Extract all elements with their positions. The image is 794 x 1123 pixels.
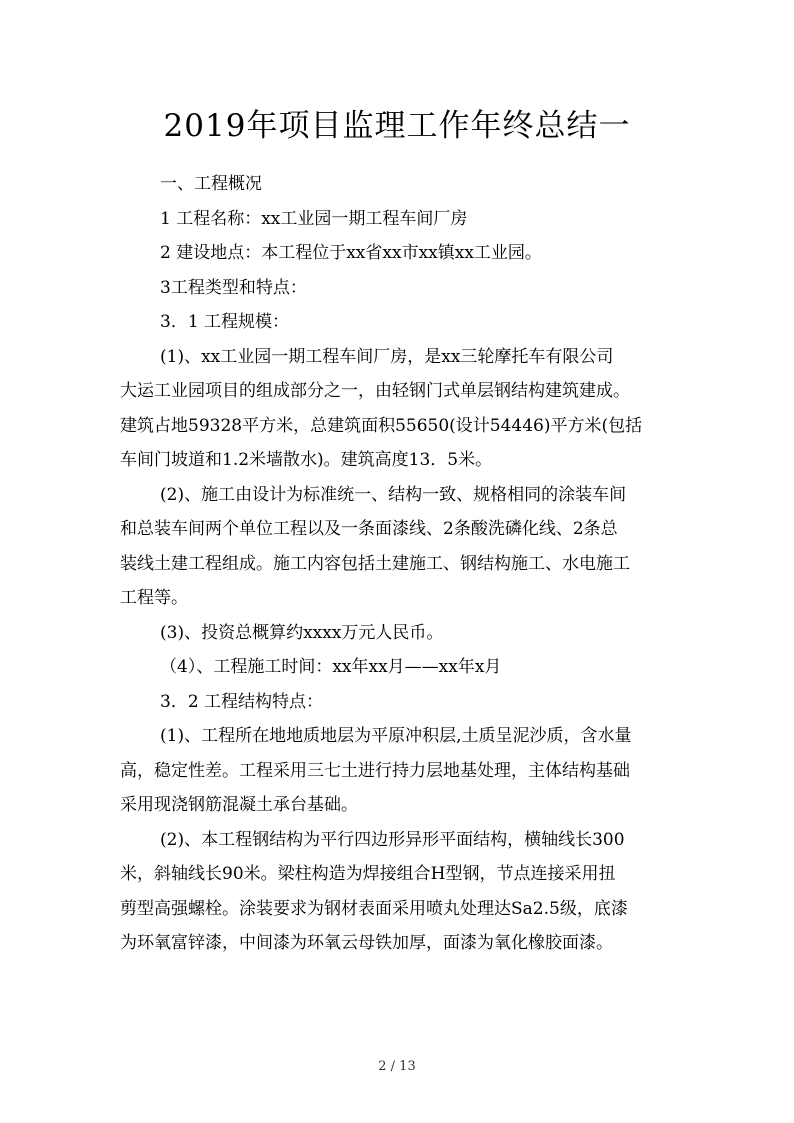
text-line: (2)、施工由设计为标准统一、结构一致、规格相同的涂装车间	[160, 484, 627, 505]
text-line: 为环氧富锌漆，中间漆为环氧云母铁加厚，面漆为氧化橡胶面漆。	[120, 933, 613, 953]
page-number: 2 / 13	[378, 1059, 416, 1074]
text-line: 大运工业园项目的组成部分之一，由轻钢门式单层钢结构建筑建成。	[120, 381, 630, 401]
paragraph	[120, 167, 676, 961]
text-line: (3)、投资总概算约xxxx万元人民币。	[160, 622, 444, 643]
text-line: 2 建设地点：本工程位于xx省xx市xx镇xx工业园。	[160, 243, 542, 263]
section-heading: 一、工程概况	[160, 174, 262, 194]
text-line: 米，斜轴线长90米。梁柱构造为焊接组合H型钢，节点连接采用扭	[120, 864, 616, 884]
text-line: (1)、工程所在地地质地层为平原冲积层,土质呈泥沙质，含水量	[160, 726, 632, 746]
text-line: 1 工程名称：xx工业园一期工程车间厂房	[160, 208, 468, 229]
subsection-heading: 3．1 工程规模：	[160, 312, 290, 332]
text-line: 工程等。	[120, 588, 188, 608]
text-line: 3工程类型和特点：	[160, 277, 307, 298]
text-line: (2)、本工程钢结构为平行四边形异形平面结构，横轴线长300	[160, 829, 625, 850]
text-line: （4）、工程施工时间：xx年xx月——xx年x月	[160, 657, 502, 677]
text-line: (1)、xx工业园一期工程车间厂房，是xx三轮摩托车有限公司	[160, 346, 614, 367]
document-title: 2019年项目监理工作年终总结一	[163, 108, 631, 144]
text-line: 高，稳定性差。工程采用三七土进行持力层地基处理，主体结构基础	[120, 760, 630, 781]
text-line: 装线土建工程组成。施工内容包括土建施工、钢结构施工、水电施工	[120, 553, 630, 574]
subsection-heading: 3．2 工程结构特点：	[160, 691, 324, 712]
text-line: 剪型高强螺栓。涂装要求为钢材表面采用喷丸处理达Sa2.5级，底漆	[120, 898, 628, 919]
text-line: 采用现浇钢筋混凝土承台基础。	[120, 795, 358, 815]
text-line: 和总装车间两个单位工程以及一条面漆线、2条酸洗磷化线、2条总	[120, 519, 618, 539]
text-line: 车间门坡道和1.2米墙散水)。建筑高度13．5米。	[120, 450, 493, 470]
text-line: 建筑占地59328平方米，总建筑面积55650(设计54446)平方米(包括	[120, 415, 643, 436]
